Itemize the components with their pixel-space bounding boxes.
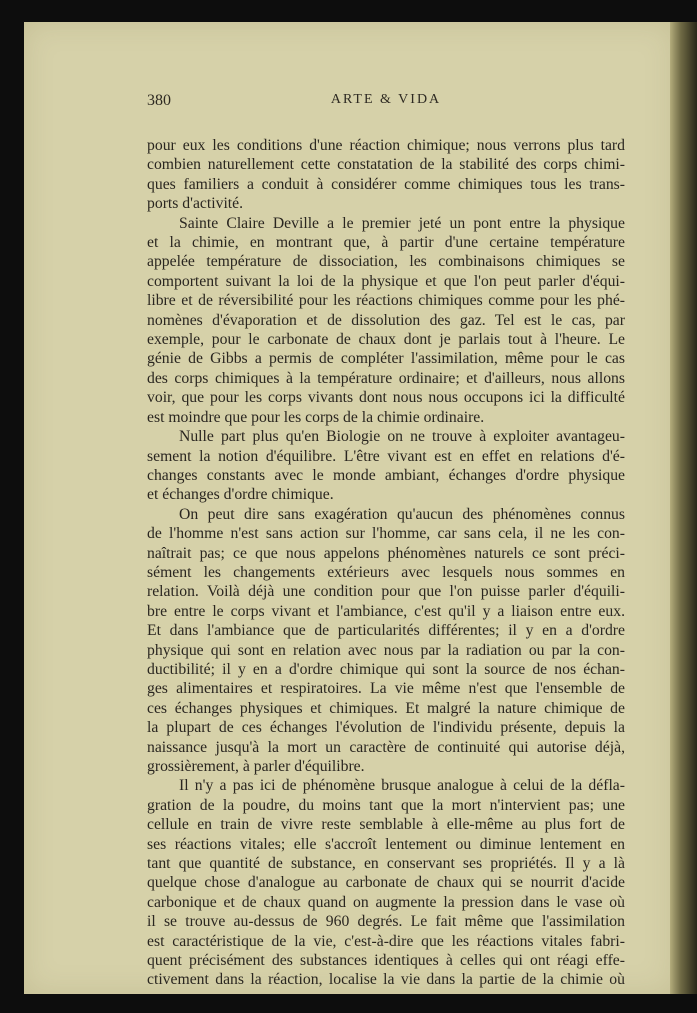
- text-line: ques familiers a conduit à considérer comme chimiques tous les trans-: [147, 175, 625, 193]
- text-line: grossièrement, à parler d'équilibre.: [147, 758, 365, 775]
- text-line: ses réactions vitales; elle s'accroît lentement ou diminue lentement en: [147, 835, 625, 853]
- text-line: sément les changements extérieurs avec lesquels nous sommes en: [147, 563, 625, 581]
- text-line: Et dans l'ambiance que de particularités différentes; il y en a d'ordre: [147, 622, 625, 640]
- text-line: ductibilité; il y en a d'ordre chimique qui sont la source de nos échan-: [147, 660, 625, 678]
- text-line: carbonique et de chaux quand on augmente la pression dans le vase où: [147, 893, 625, 911]
- text-line: changes constants avec le monde ambiant, échanges d'ordre physique: [147, 466, 625, 484]
- text-line: la plupart de ces échanges l'évolution de l'individu présente, depuis la: [147, 719, 625, 737]
- text-line: ports d'activité.: [147, 195, 244, 213]
- text-line: quent précisément des substances identiques à celles qui ont réagi effe-: [147, 952, 625, 970]
- text-line: naîtrait pas; ce que nous appelons phénomènes naturels ce sont préci-: [147, 544, 625, 562]
- text-line: cellule en train de vivre reste semblable à elle-même au plus fort de: [147, 816, 625, 834]
- running-title: ARTE & VIDA: [330, 92, 442, 107]
- text-line: ces échanges physiques et chimiques. Et malgré la nature chimique de: [147, 699, 625, 717]
- text-line: tant que quantité de substance, en conservant ses propriétés. Il y a là: [147, 855, 625, 873]
- text-line: est moindre que pour les corps de la chimie ordinaire.: [147, 408, 485, 426]
- book-spine-edge: [670, 22, 697, 994]
- text-line: est caractéristique de la vie, c'est-à-dire que les réactions vitales fabri-: [147, 932, 625, 950]
- text-line: et échanges d'ordre chimique.: [147, 486, 334, 504]
- text-line: appelée température de dissociation, les combinaisons chimiques se: [147, 253, 625, 271]
- text-line: On peut dire sans exagération qu'aucun des phénomènes connus: [179, 505, 625, 523]
- text-line: comportent suivant la loi de la physique et que l'on peut parler d'équi-: [147, 272, 625, 290]
- text-line: libre et de réversibilité pour les réactions chimiques comme pour les phé-: [147, 292, 625, 310]
- text-line: combien naturellement cette constatation de la stabilité des corps chimi-: [147, 156, 625, 174]
- text-line: nomènes d'évaporation et de dissolution des gaz. Tel est le cas, par: [147, 311, 625, 329]
- text-line: de l'homme n'est sans action sur l'homme, car sans cela, il ne les con-: [147, 525, 625, 543]
- text-line: il se trouve au-dessus de 960 degrés. Le fait même que l'assimilation: [147, 913, 625, 931]
- text-line: naissance jusqu'à la mort un caractère de continuité qui autorise déjà,: [147, 738, 625, 756]
- text-line: voir, que pour les corps vivants dont nous nous occupons ici la difficulté: [147, 389, 625, 407]
- text-line: sement la notion d'équilibre. L'être vivant est en effet en relations d'é-: [147, 447, 625, 465]
- text-line: physique qui sont en relation avec nous par la radiation ou par la con-: [147, 641, 625, 659]
- text-line: et la chimie, en montrant que, à partir d'une certaine température: [147, 234, 625, 252]
- text-line: gration de la poudre, du moins tant que la mort n'intervient pas; une: [147, 796, 625, 814]
- text-line: ges alimentaires et respiratoires. La vie même n'est que l'ensemble de: [147, 680, 625, 698]
- text-line: génie de Gibbs a permis de compléter l'assimilation, même pour le cas: [147, 350, 625, 368]
- text-line: des corps chimiques à la température ordinaire; et d'ailleurs, nous allons: [147, 369, 625, 387]
- text-line: relation. Voilà déjà une condition pour que l'on puisse parler d'équili-: [147, 583, 625, 601]
- page-number: 380: [147, 92, 171, 109]
- text-line: exemple, pour le carbonate de chaux dont je parlais tout à l'heure. Le: [147, 331, 625, 349]
- text-line: ctivement dans la réaction, localise la vie dans la partie de la chimie où: [147, 971, 625, 989]
- text-line: pour eux les conditions d'une réaction chimique; nous verrons plus tard: [147, 137, 625, 154]
- text-line: Il n'y a pas ici de phénomène brusque analogue à celui de la défla-: [179, 777, 625, 795]
- text-line: Sainte Claire Deville a le premier jeté un pont entre la physique: [179, 214, 625, 232]
- page-header: [147, 92, 625, 114]
- text-line: Nulle part plus qu'en Biologie on ne trouve à exploiter avantageu-: [179, 428, 625, 446]
- body-text: [147, 136, 625, 990]
- text-line: quelque chose d'analogue au carbonate de chaux qui se nourrit d'acide: [147, 874, 625, 892]
- text-line: bre entre le corps vivant et l'ambiance, c'est qu'il y a liaison entre eux.: [147, 602, 625, 620]
